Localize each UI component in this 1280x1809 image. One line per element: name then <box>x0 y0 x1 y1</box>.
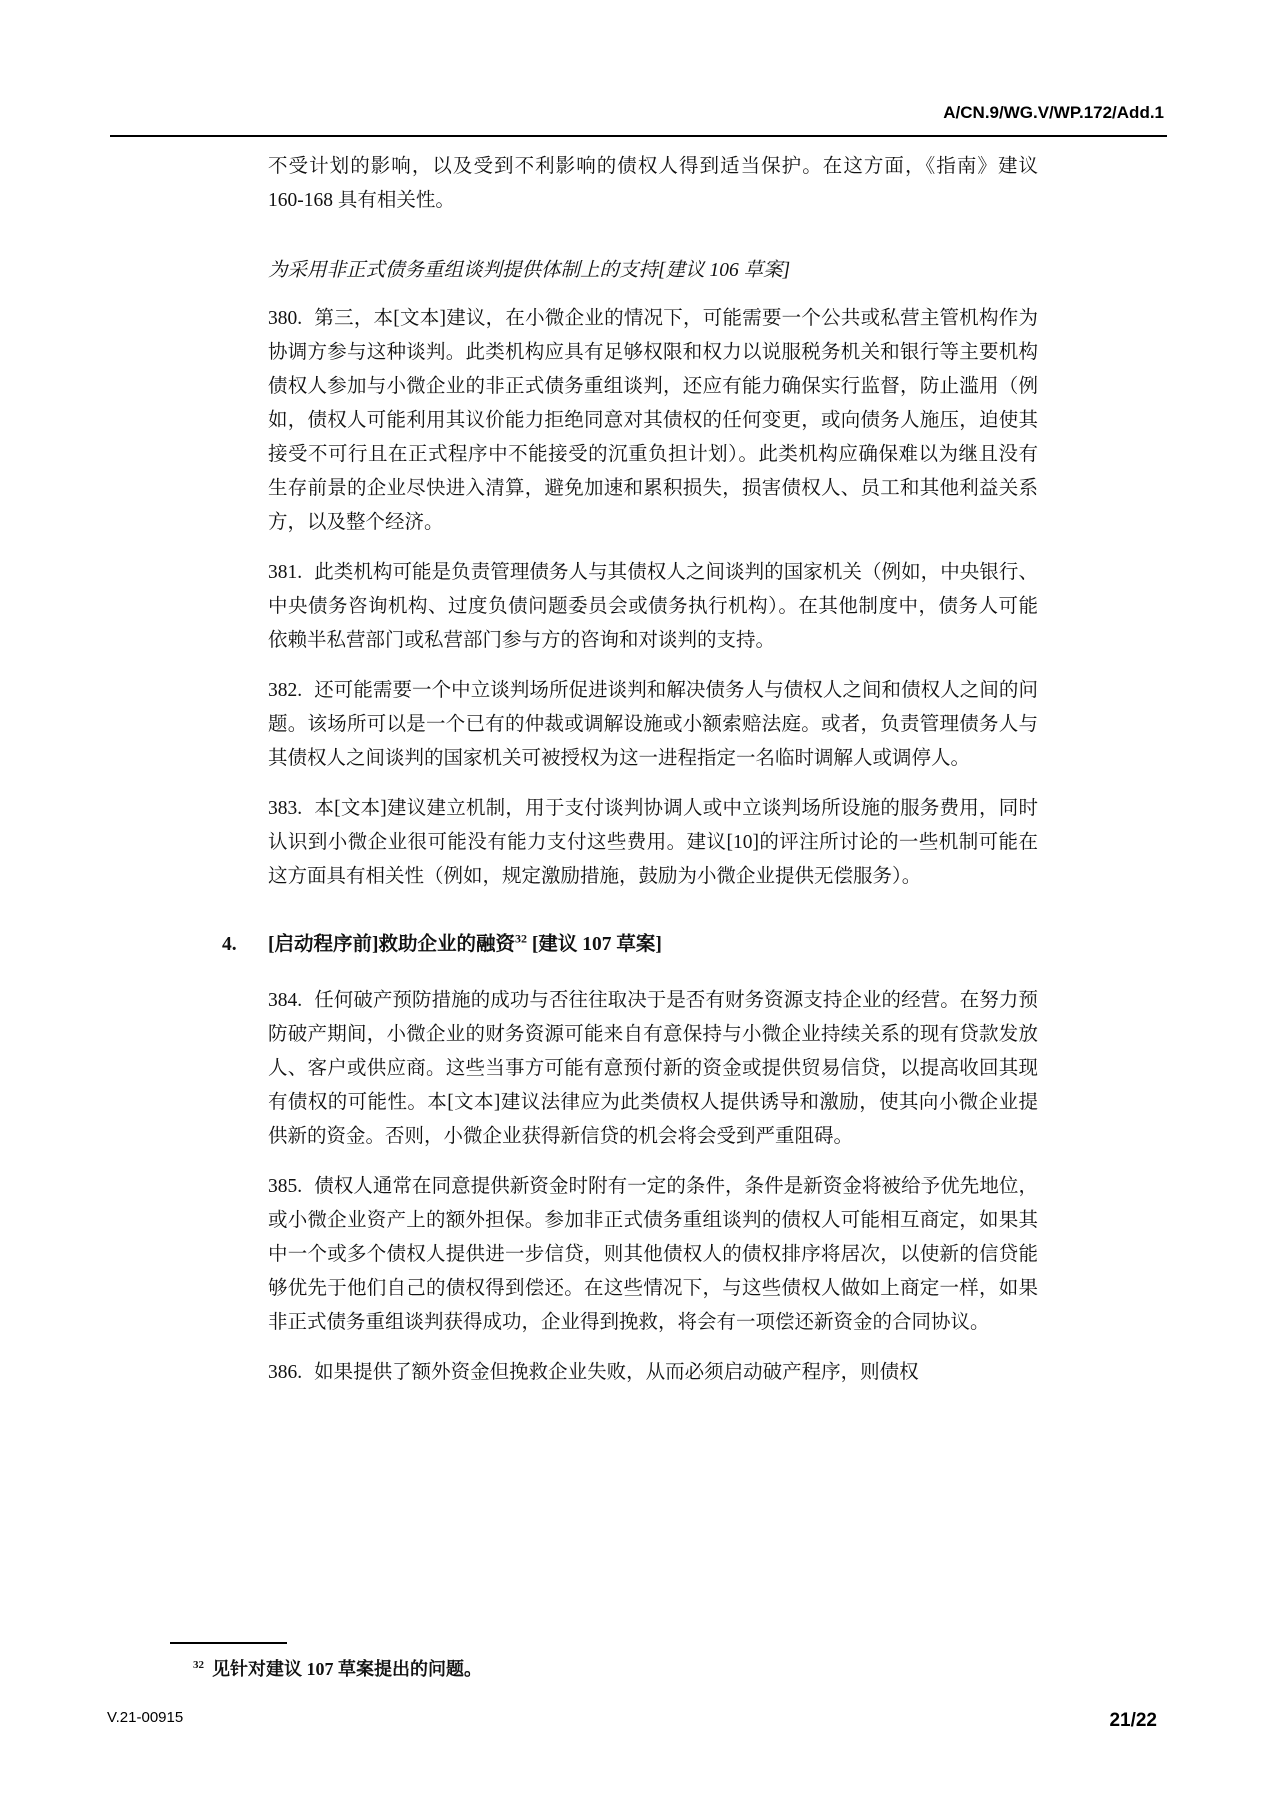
section-heading-title-text: [启动程序前]救助企业的融资 <box>268 934 515 955</box>
paragraph-number-384: 384. <box>268 990 303 1011</box>
footnote-reference-32: 32 <box>515 931 527 946</box>
paragraph-text-386: 如果提供了额外资金但挽救企业失败，从而必须启动破产程序，则债权 <box>314 1362 919 1383</box>
paragraph-text-384: 任何破产预防措施的成功与否往往取决于是否有财务资源支持企业的经营。在努力预防破产期间，小微企业的财务资源可能来自有意保持与小微企业持续关系的现有贷款发放人、客户或供应商。这些当事方可能有意预付新的资金或提供贸易信贷，以提高收回其现有债权的可能性。本[文本]建议法律应为此类债权人提供诱导和激励，使其向小微企业提供新的资金。否则，小微企业获得新信贷的机会将会受到严重阻碍。 <box>268 990 1038 1147</box>
document-job-number: V.21-00915 <box>107 1709 184 1726</box>
paragraph-385 <box>268 1170 1038 1340</box>
paragraph-number-385: 385. <box>268 1176 303 1197</box>
section-heading-title <box>268 931 662 955</box>
document-symbol: A/CN.9/WG.V/WP.172/Add.1 <box>943 103 1164 122</box>
paragraph-number-381: 381. <box>268 562 303 583</box>
paragraph-continuation: 不受计划的影响，以及受到不利影响的债权人得到适当保护。在这方面，《指南》建议 160-168 具有相关性。 <box>268 156 1038 211</box>
footnote-text-32: 见针对建议 107 草案提出的问题。 <box>212 1659 482 1679</box>
footnote-32 <box>193 1658 870 1680</box>
paragraph-number-382: 382. <box>268 680 303 701</box>
paragraph-381 <box>268 556 1038 658</box>
paragraph-number-383: 383. <box>268 798 303 819</box>
section-heading-number: 4. <box>222 934 237 955</box>
paragraph-number-386: 386. <box>268 1362 303 1383</box>
paragraph-386 <box>268 1356 1038 1390</box>
footnote-separator-rule <box>170 1642 287 1644</box>
paragraph-number-380: 380. <box>268 308 303 329</box>
footnote-area <box>170 1642 870 1680</box>
paragraph-text-380: 第三，本[文本]建议，在小微企业的情况下，可能需要一个公共或私营主管机构作为协调方参与这种谈判。此类机构应具有足够权限和权力以说服税务机关和银行等主要机构债权人参加与小微企业的非正式债务重组谈判，还应有能力确保实行监督，防止滥用（例如，债权人可能利用其议价能力拒绝同意对其债权的任何变更，或向债务人施压，迫使其接受不可行且在正式程序中不能接受的沉重负担计划）。此类机构应确保难以为继且没有生存前景的企业尽快进入清算，避免加速和累积损失，损害债权人、员工和其他利益关系方，以及整个经济。 <box>268 308 1038 533</box>
paragraph-383 <box>268 792 1038 894</box>
section-heading-title-suffix: [建议 107 草案] <box>527 934 662 955</box>
section-heading-4 <box>222 928 1038 962</box>
page-number: 21/22 <box>1109 1710 1157 1731</box>
paragraph-384 <box>268 984 1038 1154</box>
footnote-number-32: 32 <box>193 1659 204 1671</box>
paragraph-text-382: 还可能需要一个中立谈判场所促进谈判和解决债务人与债权人之间和债权人之间的问题。该场所可以是一个已有的仲裁或调解设施或小额索赔法庭。或者，负责管理债务人与其债权人之间谈判的国家机关可被授权为这一进程指定一名临时调解人或调停人。 <box>268 680 1038 769</box>
document-body <box>222 150 1038 1406</box>
paragraph-text-383: 本[文本]建议建立机制，用于支付谈判协调人或中立谈判场所设施的服务费用，同时认识到小微企业很可能没有能力支付这些费用。建议[10]的评注所讨论的一些机制可能在这方面具有相关性（例如，规定激励措施，鼓励为小微企业提供无偿服务）。 <box>268 798 1038 887</box>
subheading-recommendation-106: 为采用非正式债务重组谈判提供体制上的支持[建议 106 草案] <box>268 260 791 281</box>
paragraph-text-385: 债权人通常在同意提供新资金时附有一定的条件，条件是新资金将被给予优先地位，或小微企业资产上的额外担保。参加非正式债务重组谈判的债权人可能相互商定，如果其中一个或多个债权人提供进一步信贷，则其他债权人的债权排序将居次，以使新的信贷能够优先于他们自己的债权得到偿还。在这些情况下，与这些债权人做如上商定一样，如果非正式债务重组谈判获得成功，企业得到挽救，将会有一项偿还新资金的合同协议。 <box>268 1176 1038 1333</box>
paragraph-380 <box>268 302 1038 540</box>
paragraph-382 <box>268 674 1038 776</box>
header-rule <box>110 135 1167 137</box>
paragraph-text-381: 此类机构可能是负责管理债务人与其债权人之间谈判的国家机关（例如，中央银行、中央债务咨询机构、过度负债问题委员会或债务执行机构）。在其他制度中，债务人可能依赖半私营部门或私营部门参与方的咨询和对谈判的支持。 <box>268 562 1038 651</box>
